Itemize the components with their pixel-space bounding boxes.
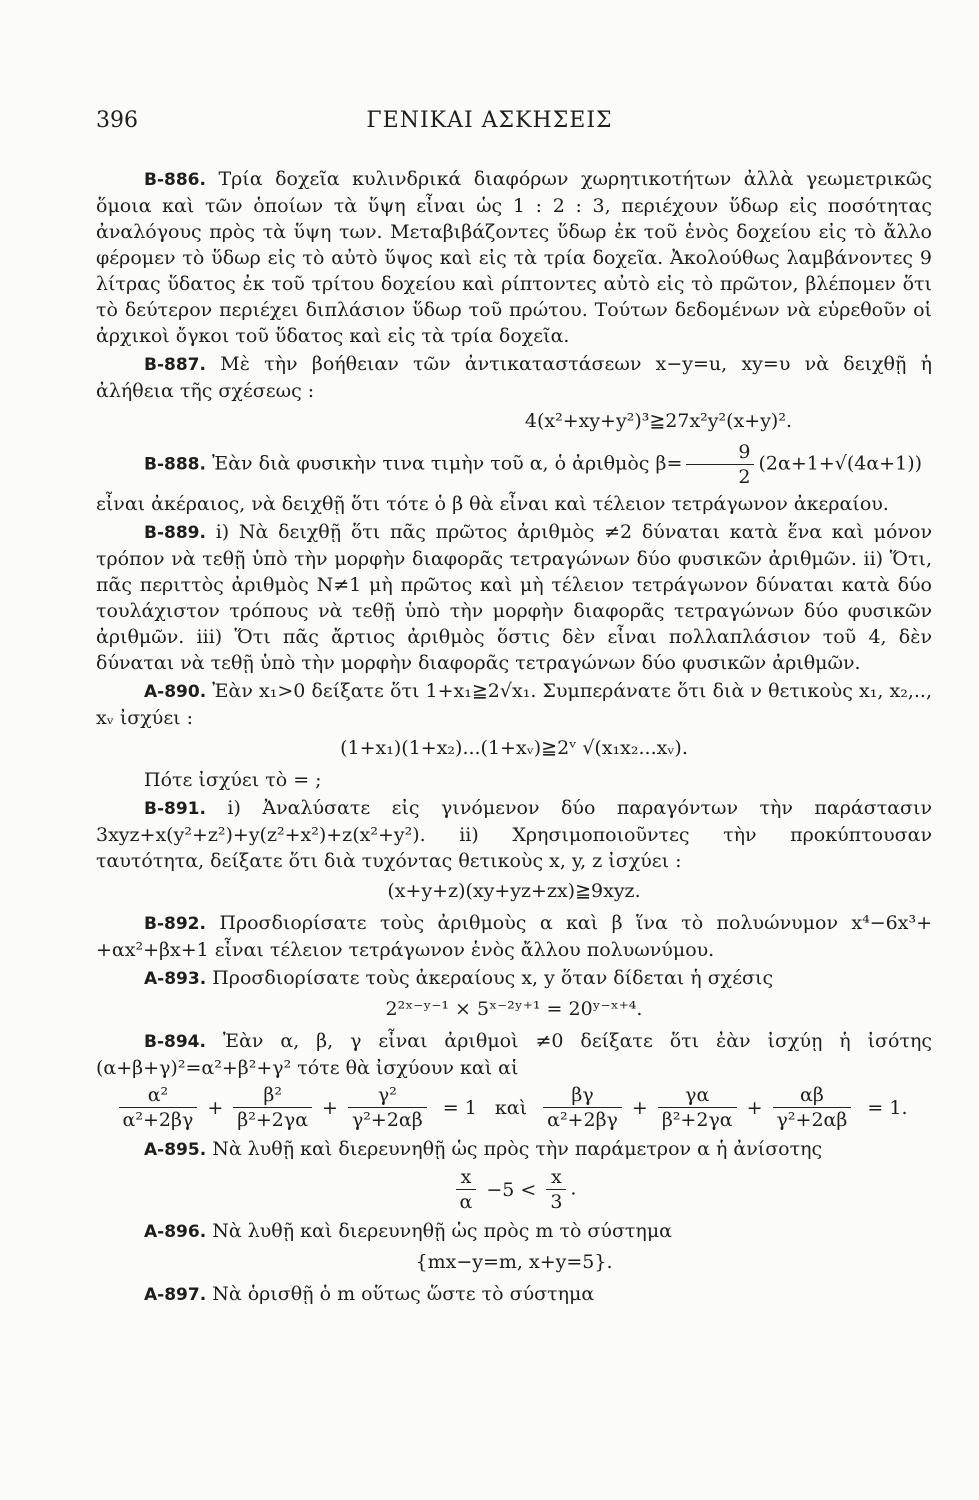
equals-one: = 1. [867,1096,908,1119]
fraction-numerator: βγ [543,1083,622,1108]
fraction-denominator: β²+2γα [661,1109,733,1131]
exercise-text: Ἐὰν α, β, γ εἶναι ἀριθμοὶ ≠0 δείξατε ὅτι ἐὰν ἰσχύῃ ἡ ἰσότης (α+β+γ)²=α²+β²+γ² τότε θὰ ἰσχύουν καὶ αἱ [96,1030,932,1079]
formula: (2α+1+√(4α+1)) [758,452,923,475]
exercise-text: Προσδιορίσατε τοὺς ἀριθμοὺς α καὶ β ἵνα τὸ πολυώνυμον x⁴−6x³+ +αx²+βx+1 εἶναι τέλειον τετράγωνον ἑνὸς ἄλλου πολυωνύμου. [96,912,932,961]
exercise-text: Ἐὰν x₁>0 δείξατε ὅτι 1+x₁≧2√x₁. Συμπεράνατε ὅτι διὰ ν θετικοὺς x₁, x₂,.., xᵥ ἰσχύει : [96,680,932,729]
exercise-label: Α-897. [144,1285,207,1305]
plus-sign: + [631,1096,648,1119]
fraction-numerator: γ² [348,1083,427,1108]
fraction-denominator: β²+2γα [237,1109,309,1131]
exercise-label: Β-886. [144,170,206,190]
formula-inequality [96,1165,932,1214]
plus-sign: + [322,1096,338,1119]
conjunction: καὶ [494,1096,528,1119]
inequality-middle: −5 < [486,1178,537,1201]
exercise-label: Α-896. [144,1222,207,1242]
exercise-text: i) Νὰ δειχθῇ ὅτι πᾶς πρῶτος ἀριθμὸς ≠2 δύναται κατὰ ἕνα καὶ μόνον τρόπον νὰ τεθῇ ὑπὸ τὴν μορφὴν διαφορᾶς τετραγώνων δύο φυσικῶν ἀριθμῶν. ii) Ὅτι, πᾶς περιττὸς ἀριθμὸς N≠1 μὴ πρῶτος καὶ μὴ τέλειον τετράγωνον δύναται κατὰ δύο τουλάχιστον τρόπους νὰ τεθῇ ὑπὸ τὴν μορφὴν διαφορᾶς τετραγώνων δύο φυσικῶν ἀριθμῶν. iii) Ὅτι πᾶς ἄρτιος ἀριθμὸς ὅστις δὲν εἶναι πολλαπλάσιον τοῦ 4, δὲν δύναται νὰ τεθῇ ὑπὸ τὴν μορφὴν διαφορᾶς τετραγώνων δύο φυσικῶν ἀριθμῶν. [96,521,932,674]
fraction [686,440,754,489]
formula-fraction-identities [96,1083,932,1132]
exercise-label: Β-894. [144,1032,206,1052]
exercise-b889 [96,519,932,676]
exercise-label: Β-891. [144,799,206,819]
fraction-numerator: x [546,1165,566,1190]
formula: (x+y+z)(xy+yz+zx)≧9xyz. [387,880,641,902]
fraction-denominator: γ²+2αβ [351,1109,423,1131]
exercise-text: Προσδιορίσατε τοὺς ἀκεραίους x, y ὅταν δίδεται ἡ σχέσις [212,967,774,989]
exercise-a890 [96,678,932,731]
exercise-label: Β-892. [144,914,206,934]
exercise-text: Τρία δοχεῖα κυλινδρικά διαφόρων χωρητικοτήτων ἀλλὰ γεωμετρικῶς ὅμοια καὶ τῶν ὁποίων τὰ ὕψη εἶναι ὡς 1 : 2 : 3, περιέχουν ὕδωρ εἰς ποσότητας ἀναλόγους πρὸς τὰ ὕψη των. Μεταβιβάζοντες ὕδωρ ἐκ τοῦ ἑνὸς δοχείου εἰς τὸ ἄλλο φέρομεν τὸ ὕδωρ εἰς τὸ αὐτὸ ὕψος καὶ εἰς τὰ τρία δοχεῖα. Ἀκολούθως λαμβάνοντες 9 λίτρας ὕδατος ἐκ τοῦ τρίτου δοχείου καὶ ρίπτοντες αὐτὸ εἰς τὸ πρῶτον, βλέπομεν ὅτι τὸ δεύτερον περιέχει διπλάσιον ὕδωρ τοῦ πρώτου. Τούτων δεδομένων νὰ εὑρεθοῦν οἱ ἀρχικοὶ ὄγκοι τοῦ ὕδατος καὶ εἰς τὰ τρία δοχεῖα. [96,168,932,347]
exercise-a895 [96,1136,932,1163]
fraction-denominator: 2 [738,466,751,488]
exercise-a893 [96,965,932,992]
fraction [658,1083,737,1132]
fraction-denominator: α²+2βγ [122,1109,194,1131]
page-header [96,108,883,142]
exercise-list [96,166,932,1310]
fraction-denominator: α²+2βγ [547,1109,618,1131]
exercise-text: Νὰ λυθῇ καὶ διερευνηθῇ ὡς πρὸς τὴν παράμετρον α ἡ ἀνίσοτης [212,1138,823,1160]
fraction [773,1083,852,1132]
fraction-denominator: 3 [550,1191,563,1213]
fraction [543,1083,622,1132]
formula: 2²ˣ⁻ʸ⁻¹ × 5ˣ⁻²ʸ⁺¹ = 20ʸ⁻ˣ⁺⁴. [385,998,643,1020]
equals-one: = 1 [442,1096,477,1119]
exercise-label: Α-893. [144,969,207,989]
exercise-text: Νὰ λυθῇ καὶ διερευνηθῇ ὡς πρὸς m τὸ σύστημα [212,1220,672,1242]
fraction-numerator: x [456,1165,477,1190]
page-number: 396 [96,108,138,133]
exercise-text: Ἐὰν διὰ φυσικὴν τινα τιμὴν τοῦ α, ὁ ἀριθμὸς β= [212,452,683,475]
exercise-b891 [96,795,932,874]
fraction-numerator: αβ [773,1083,852,1108]
exercise-label: Α-890. [144,682,207,702]
formula: 4(x²+xy+y²)³≧27x²y²(x+y)². [524,410,792,432]
running-head: ΓΕΝΙΚΑΙ ΑΣΚΗΣΕΙΣ [366,108,613,133]
fraction-numerator: γα [658,1083,737,1108]
exercise-b892 [96,910,932,963]
exercise-label: Β-888. [144,454,206,475]
exercise-question: Πότε ἰσχύει τὸ = ; [144,769,322,791]
exercise-a897 [96,1281,932,1308]
fraction [233,1083,312,1132]
fraction-numerator: 9 [686,440,754,465]
exercise-b888 [96,440,932,489]
exercise-b894 [96,1028,932,1081]
exercise-label: Β-889. [144,523,206,543]
plus-sign: + [207,1096,224,1119]
formula: (1+x₁)(1+x₂)...(1+xᵥ)≧2ᵛ √(x₁x₂...xᵥ). [340,737,688,759]
exercise-b886 [96,166,932,349]
fraction-numerator: α² [119,1083,198,1108]
fraction [348,1083,427,1132]
formula: {mx−y=m, x+y=5}. [415,1251,613,1273]
fraction [456,1165,477,1214]
exercise-b888-continued: εἶναι ἀκέραιος, νὰ δειχθῇ ὅτι τότε ὁ β θὰ εἶναι καὶ τέλειον τετράγωνον ἀκεραίου. [96,493,889,515]
exercise-text: Νὰ ὁρισθῇ ὁ m οὕτως ὥστε τὸ σύστημα [212,1283,595,1305]
exercise-text: i) Ἀναλύσατε εἰς γινόμενον δύο παραγόντων τὴν παράστασιν 3xyz+x(y²+z²)+y(z²+x²)+z(x²+y²). ii) Χρησιμοποιοῦντες τὴν προκύπτουσαν ταυτότητα, δείξατε ὅτι διὰ τυχόντας θετικοὺς x, y, z ἰσχύει : [96,797,933,872]
exercise-b887 [96,351,932,404]
fraction [119,1083,198,1132]
exercise-text: Μὲ τὴν βοήθειαν τῶν ἀντικαταστάσεων x−y=u, xy=υ νὰ δειχθῇ ἡ ἀλήθεια τῆς σχέσεως : [96,353,932,402]
exercise-label: Α-895. [144,1140,207,1160]
fraction-denominator: α [459,1191,473,1213]
plus-sign: + [746,1096,763,1119]
exercise-label: Β-887. [144,355,206,375]
formula-end: . [570,1177,577,1200]
fraction-numerator: β² [233,1083,312,1108]
exercise-a896 [96,1218,932,1245]
fraction-denominator: γ²+2αβ [776,1109,848,1131]
fraction [546,1165,566,1214]
